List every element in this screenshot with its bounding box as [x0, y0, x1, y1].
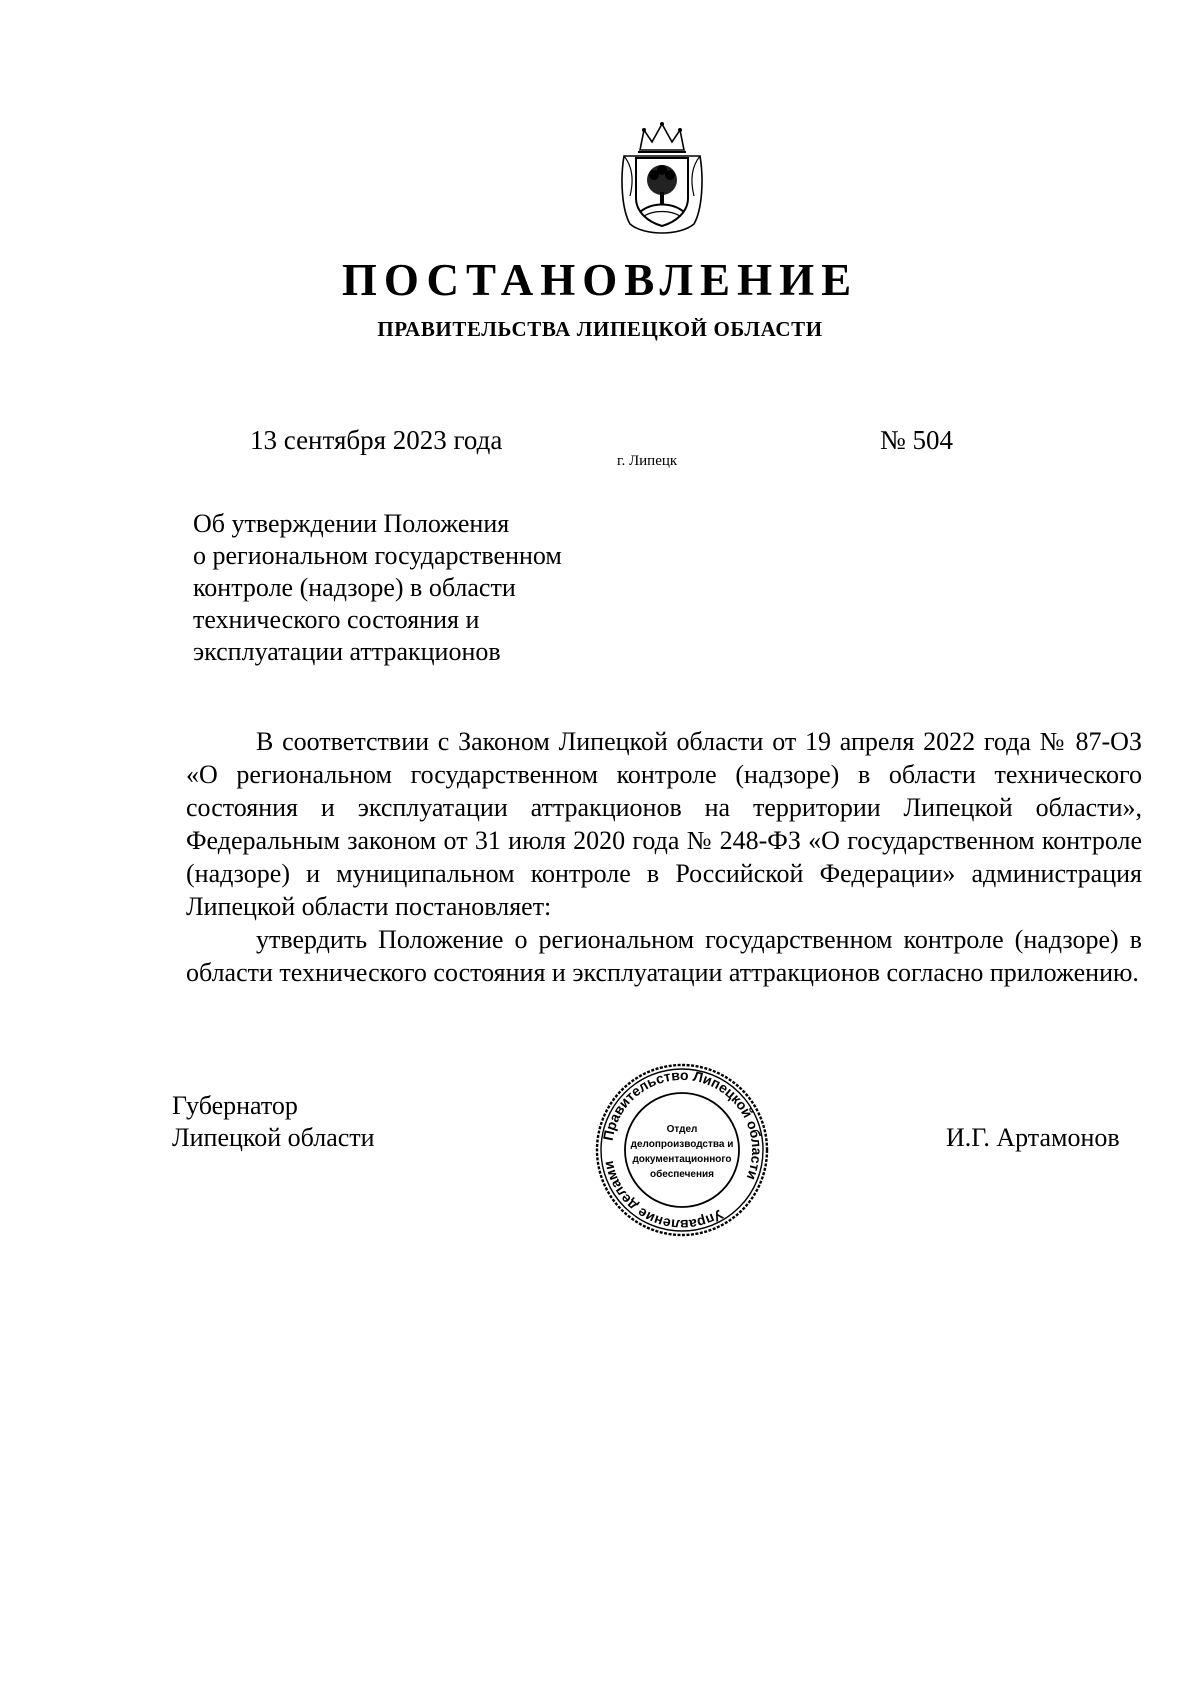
signatory-title-line: Губернатор	[172, 1091, 298, 1120]
document-date: 13 сентября 2023 года	[250, 425, 503, 455]
signatory-name: И.Г. Артамонов	[946, 1123, 1120, 1152]
document-type-heading: ПОСТАНОВЛЕНИЕ	[341, 255, 859, 305]
seal-inner-line: обеспечения	[649, 1169, 715, 1180]
subject-line: контроле (надзоре) в области	[193, 573, 516, 602]
document-number: № 504	[880, 425, 954, 455]
body-paragraph: В соответствии с Законом Липецкой области от 19 апреля 2022 года № 87-ОЗ «О региональном государственном контроле (надзоре) в области технического состояния и эксплуатации аттракционов на территории Липецкой области», Федеральным законом от 31 июля 2020 года № 248-ФЗ «О государственном контроле (надзоре) и муниципальном контроле в Российской Федерации» администрация Липецкой области постановляет:	[186, 727, 1142, 921]
seal-bottom-text: Управление делами	[599, 1159, 726, 1234]
official-seal-stamp	[594, 1062, 770, 1238]
signatory-title	[172, 1090, 375, 1154]
subject-line: эксплуатации аттракционов	[193, 637, 501, 666]
document-city: г. Липецк	[617, 453, 678, 469]
seal-inner-line: Отдел	[666, 1124, 698, 1135]
seal-outer-text: Правительство Липецкой области	[599, 1066, 766, 1183]
seal-inner-line: документационного	[632, 1154, 732, 1165]
subject-line: технического состояния и	[193, 605, 480, 634]
subject-line: Об утверждении Положения	[193, 509, 510, 538]
document-body	[186, 725, 1142, 989]
issuer-heading: ПРАВИТЕЛЬСТВА ЛИПЕЦКОЙ ОБЛАСТИ	[377, 317, 823, 341]
document-subject	[193, 508, 653, 668]
seal-inner-line: делопроизводства и	[630, 1139, 734, 1150]
body-paragraph: утвердить Положение о региональном государственном контроле (надзоре) в области технического состояния и эксплуатации аттракционов согласно приложению.	[186, 925, 1142, 987]
coat-of-arms-emblem	[618, 120, 706, 238]
signatory-title-line: Липецкой области	[172, 1123, 375, 1152]
subject-line: о региональном государственном	[193, 541, 562, 570]
